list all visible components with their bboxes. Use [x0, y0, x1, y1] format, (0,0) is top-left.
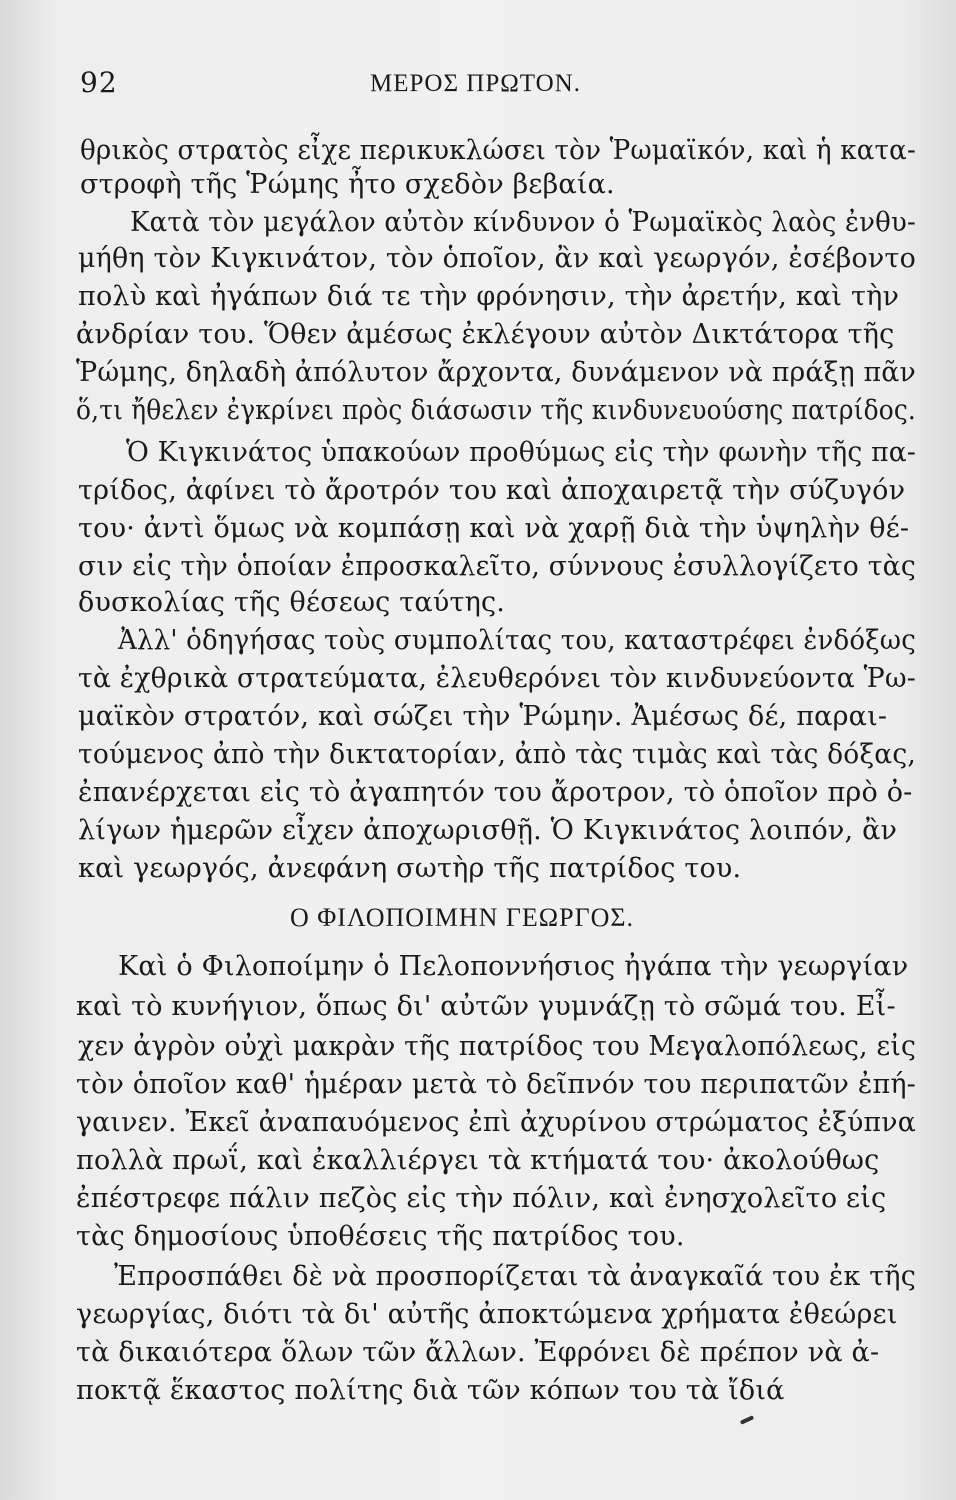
text-line: ἐπέστρεφε πάλιν πεζὸς εἰς τὴν πόλιν, καὶ ἐνησχολεῖτο εἰς: [76, 1183, 887, 1214]
text-line: καὶ γεωργός, ἀνεφάνη σωτὴρ τῆς πατρίδος του.: [78, 853, 742, 884]
text-line: γαινεν. Ἐκεῖ ἀναπαυόμενος ἐπὶ ἀχυρίνου στρώματος ἐξύπνα: [76, 1107, 916, 1138]
page-header: [0, 66, 956, 106]
text-line: πολλὰ πρωΐ, καὶ ἐκαλλιέργει τὰ κτήματά του· ἀκολούθως: [76, 1145, 880, 1176]
text-line: ἐπανέρχεται εἰς τὸ ἀγαπητόν του ἄροτρον, τὸ ὁποῖον πρὸ ὀ-: [78, 777, 913, 808]
text-line: χεν ἀγρὸν οὐχὶ μακρὰν τῆς πατρίδος του Μεγαλοπόλεως, εἰς: [78, 1031, 917, 1062]
text-line: πολὺ καὶ ἠγάπων διά τε τὴν φρόνησιν, τὴν ἀρετήν, καὶ τὴν: [78, 281, 900, 312]
text-line: ὅ,τι ἤθελεν ἐγκρίνει πρὸς διάσωσιν τῆς κινδυνευούσης πατρίδος.: [76, 395, 917, 426]
text-line: γεωργίας, διότι τὰ δι' αὐτῆς ἀποκτώμενα χρήματα ἐθεώρει: [76, 1299, 898, 1330]
text-line: τὸν ὁποῖον καθ' ἡμέραν μετὰ τὸ δεῖπνόν του περιπατῶν ἐπή-: [76, 1069, 916, 1100]
text-line: Κατὰ τὸν μεγάλον αὐτὸν κίνδυνον ὁ Ῥωμαϊκὸς λαὸς ἐνθυ-: [130, 207, 916, 238]
text-line: καὶ τὸ κυνήγιον, ὅπως δι' αὐτῶν γυμνάζῃ τὸ σῶμά του. Εἶ-: [76, 991, 896, 1022]
text-line: ποκτᾷ ἕκαστος πολίτης διὰ τῶν κόπων του τὰ ἴδιά: [76, 1375, 785, 1406]
page-number: 92: [80, 66, 118, 99]
ink-smudge: [740, 1415, 754, 1425]
text-line: του· ἀντὶ ὅμως νὰ κομπάσῃ καὶ νὰ χαρῇ διὰ τὴν ὑψηλὴν θέ-: [78, 513, 910, 544]
text-line: τὰ ἐχθρικὰ στρατεύματα, ἐλευθερόνει τὸν κινδυνεύοντα Ῥω-: [78, 663, 916, 694]
text-line: θρικὸς στρατὸς εἶχε περικυκλώσει τὸν Ῥωμαϊκόν, καὶ ἡ κατα-: [80, 135, 917, 166]
text-line: Καὶ ὁ Φιλοποίμην ὁ Πελοποννήσιος ἠγάπα τὴν γεωργίαν: [118, 951, 909, 982]
text-line: μήθη τὸν Κιγκινάτον, τὸν ὁποῖον, ἂν καὶ γεωργόν, ἐσέβοντο: [78, 243, 916, 274]
text-line: Ῥώμης, δηλαδὴ ἀπόλυτον ἄρχοντα, δυνάμενον νὰ πράξῃ πᾶν: [76, 357, 917, 388]
text-line: Ἐπροσπάθει δὲ νὰ προσπορίζεται τὰ ἀναγκαῖά του ἐκ τῆς: [114, 1261, 916, 1292]
text-line: τρίδος, ἀφίνει τὸ ἄροτρόν του καὶ ἀποχαιρετᾷ τὴν σύζυγόν: [78, 475, 906, 506]
text-line: τὰς δημοσίους ὑποθέσεις τῆς πατρίδος του.: [76, 1221, 685, 1252]
running-head: ΜΕΡΟΣ ΠΡΩΤΟΝ.: [370, 70, 581, 97]
text-line: Ὁ Κιγκινάτος ὑπακούων προθύμως εἰς τὴν φωνὴν τῆς πα-: [126, 437, 917, 468]
text-line: Ἀλλ' ὁδηγήσας τοὺς συμπολίτας του, καταστρέφει ἐνδόξως: [118, 625, 916, 656]
text-line: ἀνδρίαν του. Ὅθεν ἀμέσως ἐκλέγουν αὐτὸν Δικτάτορα τῆς: [76, 319, 895, 350]
text-line: σιν εἰς τὴν ὁποίαν ἐπροσκαλεῖτο, σύννους ἐσυλλογίζετο τὰς: [78, 551, 916, 582]
text-line: στροφὴ τῆς Ῥώμης ἦτο σχεδὸν βεβαία.: [80, 169, 615, 200]
text-line: μαϊκὸν στρατόν, καὶ σώζει τὴν Ῥώμην. Ἀμέσως δέ, παραι-: [78, 701, 888, 732]
text-line: τούμενος ἀπὸ τὴν δικτατορίαν, ἀπὸ τὰς τιμὰς καὶ τὰς δόξας,: [78, 739, 917, 770]
section-title: Ο ΦΙΛΟΠΟΙΜΗΝ ΓΕΩΡΓΟΣ.: [290, 903, 635, 932]
text-line: δυσκολίας τῆς θέσεως ταύτης.: [78, 587, 506, 618]
text-line: λίγων ἡμερῶν εἶχεν ἀποχωρισθῇ. Ὁ Κιγκινάτος λοιπόν, ἂν: [78, 815, 898, 846]
text-line: τὰ δικαιότερα ὅλων τῶν ἄλλων. Ἐφρόνει δὲ πρέπον νὰ ἀ-: [76, 1337, 880, 1368]
